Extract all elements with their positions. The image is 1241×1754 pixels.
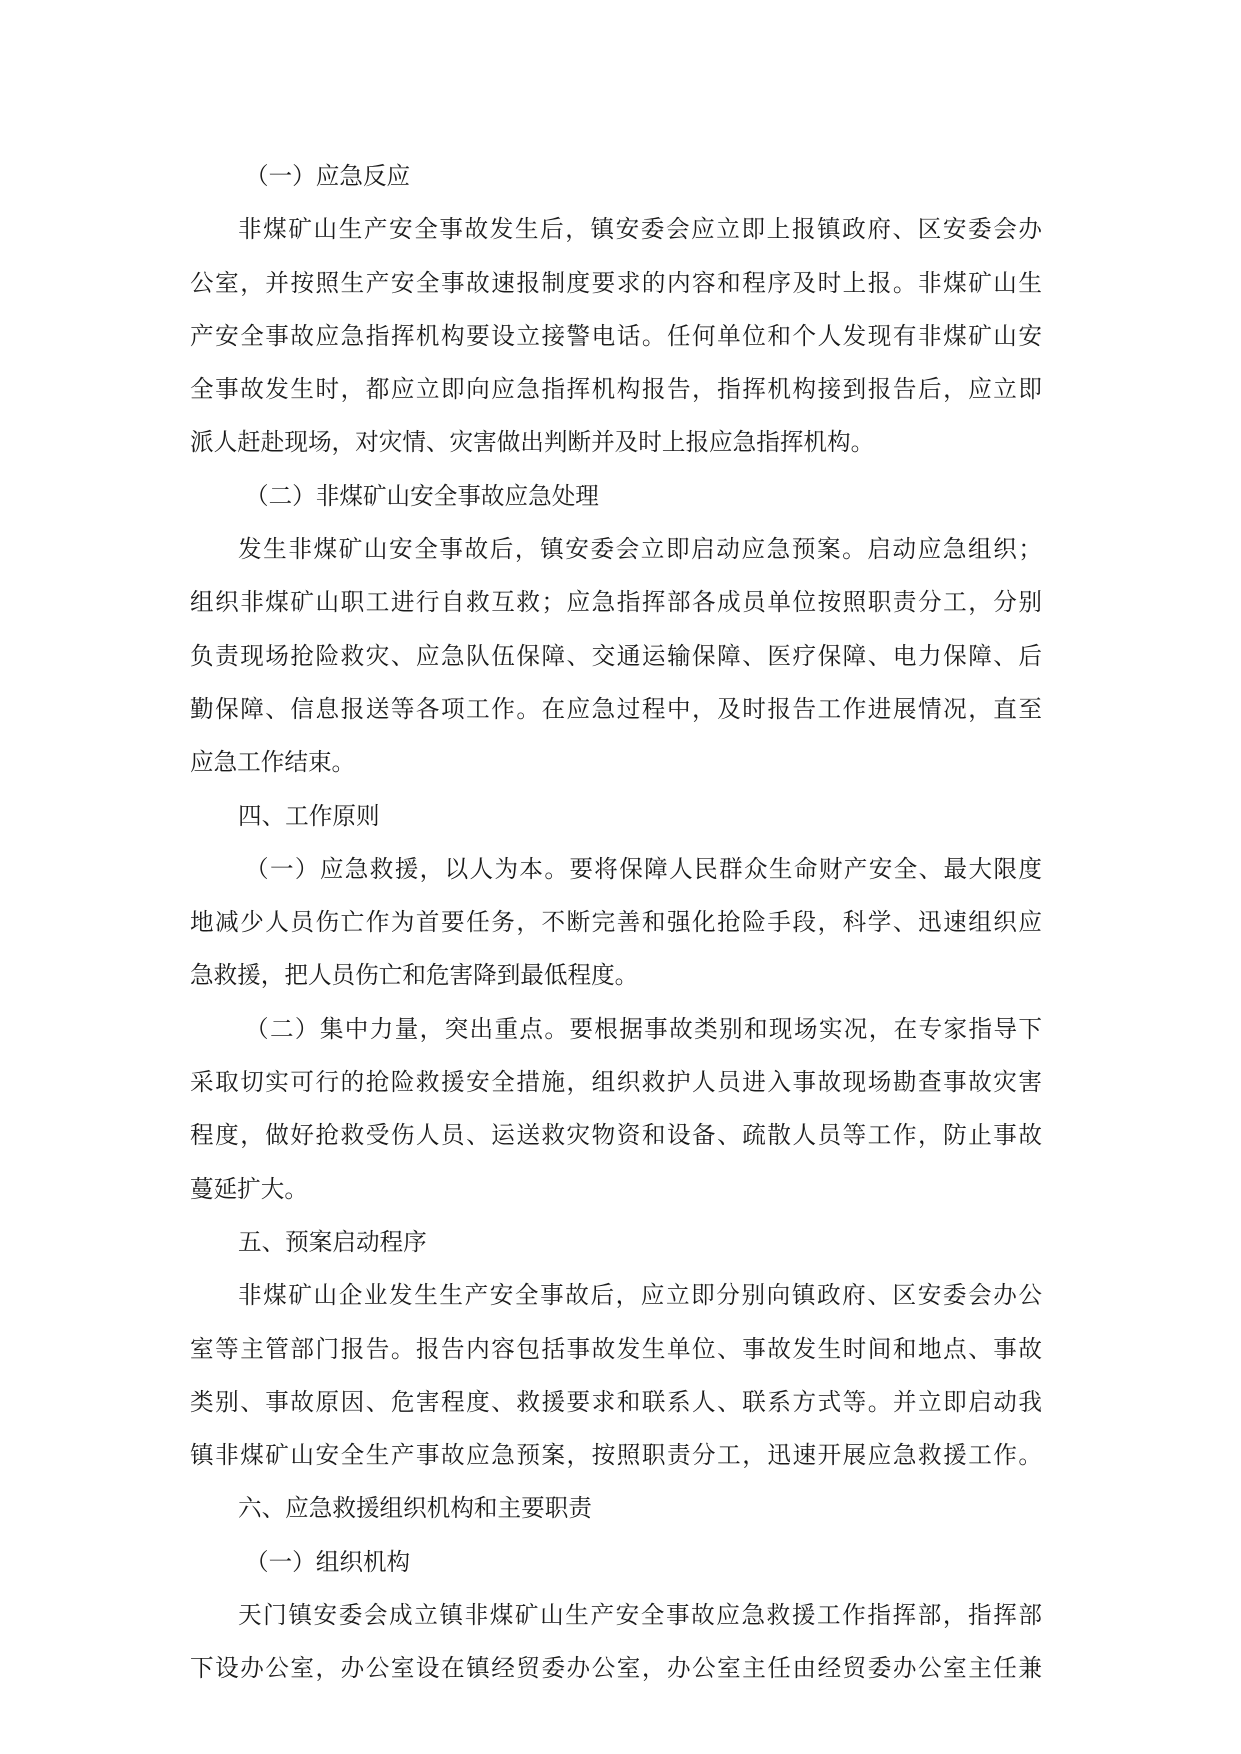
text-line: 类别、事故原因、危害程度、救援要求和联系人、联系方式等。并立即启动我	[190, 1387, 1042, 1416]
text-line: 蔓延扩大。	[190, 1174, 308, 1203]
document-page	[190, 150, 1042, 1696]
text-line: 非煤矿山企业发生生产安全事故后，应立即分别向镇政府、区安委会办公	[238, 1281, 1042, 1310]
text-line: （二）集中力量，突出重点。要根据事故类别和现场实况，在专家指导下	[245, 1014, 1042, 1043]
text-line: 地减少人员伤亡作为首要任务，不断完善和强化抢险手段，科学、迅速组织应	[190, 908, 1042, 937]
text-line: 镇非煤矿山安全生产事故应急预案，按照职责分工，迅速开展应急救援工作。	[190, 1441, 1042, 1470]
text-line: 采取切实可行的抢险救援安全措施，组织救护人员进入事故现场勘查事故灾害	[190, 1068, 1042, 1097]
text-line: 非煤矿山生产安全事故发生后，镇安委会应立即上报镇政府、区安委会办	[238, 215, 1042, 244]
heading-accident-handling: （二）非煤矿山安全事故应急处理	[245, 481, 599, 510]
text-line: 全事故发生时，都应立即向应急指挥机构报告，指挥机构接到报告后，应立即	[190, 375, 1042, 404]
heading-plan-activation: 五、预案启动程序	[238, 1227, 427, 1256]
paragraph-principle-rescue	[190, 843, 1042, 1003]
text-line: 勤保障、信息报送等各项工作。在应急过程中，及时报告工作进展情况，直至	[190, 694, 1042, 723]
text-line: 组织非煤矿山职工进行自救互救；应急指挥部各成员单位按照职责分工，分别	[190, 588, 1042, 617]
paragraph-plan-activation	[190, 1269, 1042, 1482]
heading-organization-duties: 六、应急救援组织机构和主要职责	[238, 1494, 592, 1523]
paragraph-principle-focus	[190, 1003, 1042, 1216]
text-line: 急救援，把人员伤亡和危害降到最低程度。	[190, 961, 639, 990]
text-line: 下设办公室，办公室设在镇经贸委办公室，办公室主任由经贸委办公室主任兼	[190, 1654, 1042, 1683]
text-line: 发生非煤矿山安全事故后，镇安委会立即启动应急预案。启动应急组织；	[238, 535, 1042, 564]
text-line: 天门镇安委会成立镇非煤矿山生产安全事故应急救援工作指挥部，指挥部	[238, 1601, 1042, 1630]
text-line: 派人赶赴现场，对灾情、灾害做出判断并及时上报应急指挥机构。	[190, 428, 875, 457]
heading-work-principles: 四、工作原则	[238, 801, 380, 830]
paragraph-emergency-response	[190, 203, 1042, 469]
text-line: 程度，做好抢救受伤人员、运送救灾物资和设备、疏散人员等工作，防止事故	[190, 1121, 1042, 1150]
text-line: 室等主管部门报告。报告内容包括事故发生单位、事故发生时间和地点、事故	[190, 1334, 1042, 1363]
text-line: 产安全事故应急指挥机构要设立接警电话。任何单位和个人发现有非煤矿山安	[190, 321, 1042, 350]
text-line: （一）应急救援，以人为本。要将保障人民群众生命财产安全、最大限度	[245, 854, 1042, 883]
text-line: 公室，并按照生产安全事故速报制度要求的内容和程序及时上报。非煤矿山生	[190, 268, 1042, 297]
paragraph-organization	[190, 1589, 1042, 1696]
text-line: 负责现场抢险救灾、应急队伍保障、交通运输保障、医疗保障、电力保障、后	[190, 641, 1042, 670]
text-line: 应急工作结束。	[190, 748, 356, 777]
paragraph-accident-handling	[190, 523, 1042, 789]
heading-organization: （一）组织机构	[245, 1547, 411, 1576]
heading-emergency-response: （一）应急反应	[245, 162, 411, 190]
